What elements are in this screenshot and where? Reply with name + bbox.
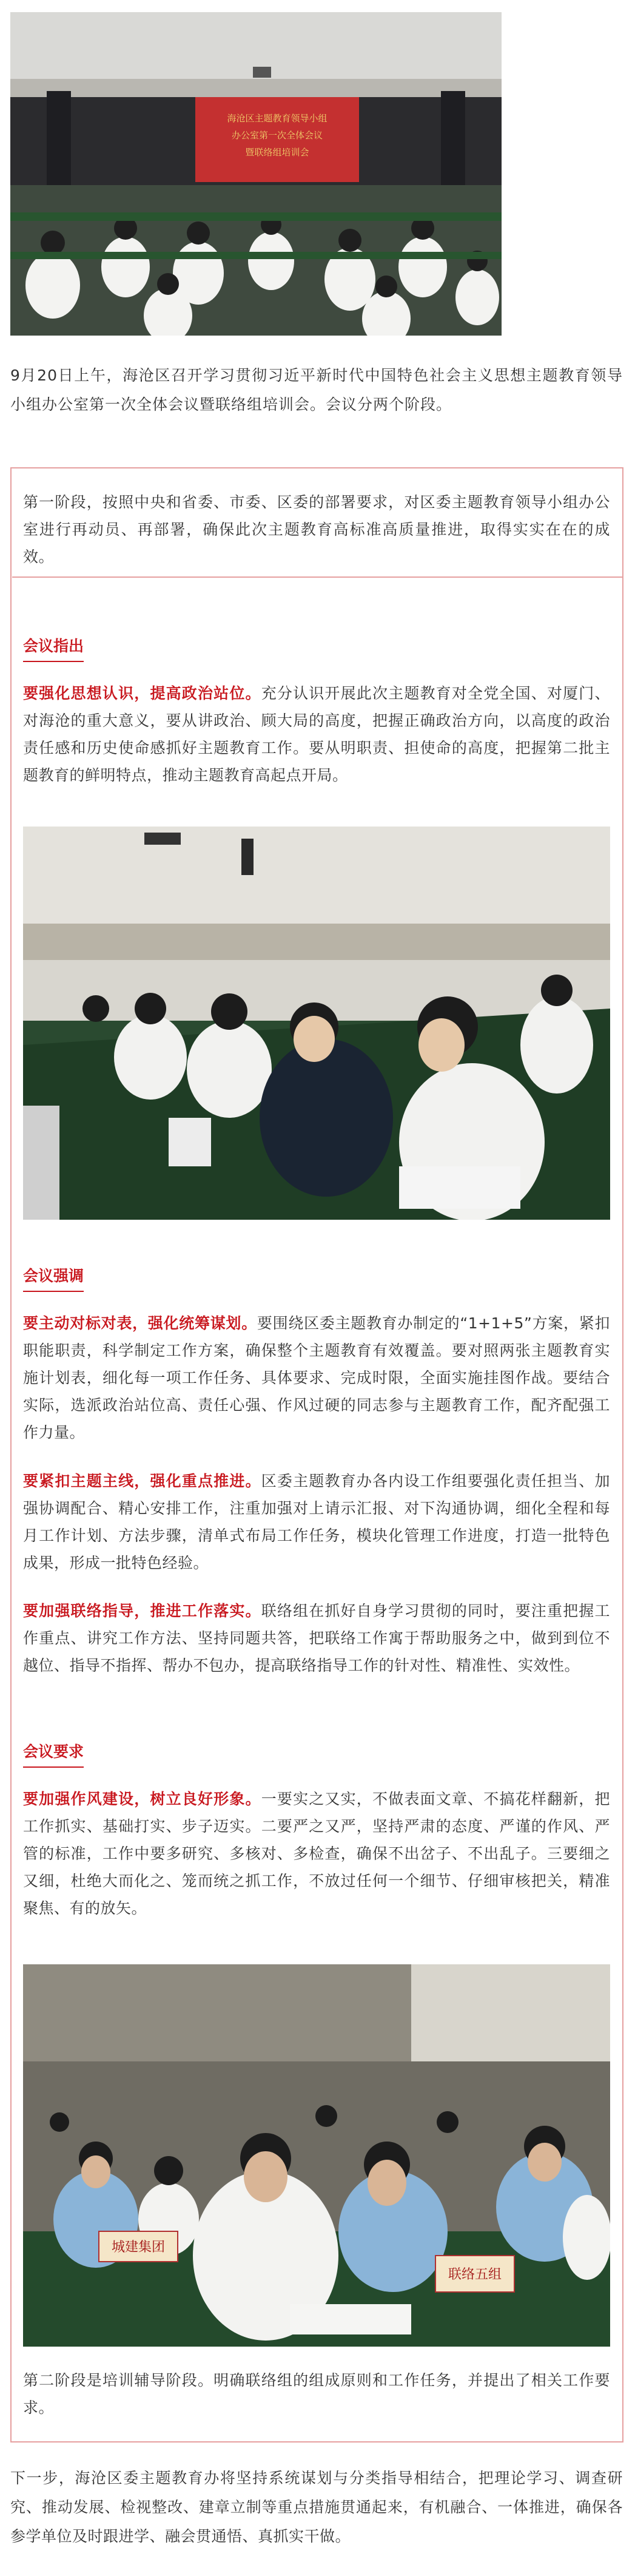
- banner-line-1: 海沧区主题教育领导小组: [227, 113, 328, 124]
- banner-line-3: 暨联络组培训会: [245, 147, 309, 158]
- paragraph-body: 充分认识开展此次主题教育对全党全国、对厦门、对海沧的重大意义，要从讲政治、顾大局的高度，把握正确政治方向，以高度的政治责任感和历史使命感抓好主题教育工作。要从明职责、担使命的高度，把握第二批主题教育的鲜明特点，推动主题教育高起点开局。: [23, 685, 610, 784]
- table-sign-2: 联络五组: [448, 2267, 502, 2282]
- intro-paragraph: 9月20日上午，海沧区召开学习贯彻习近平新时代中国特色社会主义思想主题教育领导小组办公室第一次全体会议暨联络组培训会。会议分两个阶段。: [10, 367, 623, 413]
- section-title-meeting-requirements: 会议要求: [23, 1740, 84, 1762]
- section-title-meeting-emphasis: 会议强调: [23, 1264, 84, 1286]
- next-step-paragraph: 下一步，海沧区委主题教育办将坚持系统谋划与分类指导相结合，把理论学习、调查研究、推动发展、检视整改、建章立制等重点措施贯通起来，有机融合、一体推进，确保各参学单位及时跟进学、融会贯通悟、真抓实干做。: [10, 2469, 623, 2545]
- paragraph-body: 区委主题教育办各内设工作组要强化责任担当、加强协调配合、精心安排工作，注重加强对上请示汇报、对下沟通协调，细化全程和每月工作计划、方法步骤，清单式布局工作任务，模块化管理工作进度，打造一批特色成果，形成一批特色经验。: [23, 1472, 610, 1572]
- section-paragraph: [23, 1597, 610, 1679]
- paragraph-lead: 要加强联络指导，推进工作落实。: [23, 1602, 261, 1620]
- meeting-photo-2: [23, 827, 610, 1220]
- stage2-paragraph: 第二阶段是培训辅导阶段。明确联络组的组成原则和工作任务，并提出了相关工作要求。: [23, 2371, 610, 2416]
- section-title-meeting-points: 会议指出: [23, 634, 84, 656]
- paragraph-body: 一要实之又实，不做表面文章、不搞花样翻新，把工作抓实、基础打实、步子迈实。二要严之又严，坚持严肃的态度、严谨的作风、严管的标准，工作中要多研究、多核对、多检查，确保不出岔子、不出乱子。三要细之又细，杜绝大而化之、笼而统之抓工作，不放过任何一个细节、仔细审核把关，精准聚焦、有的放矢。: [23, 1790, 610, 1917]
- section-paragraph: [23, 1785, 610, 1922]
- paragraph-lead: 要加强作风建设，树立良好形象。: [23, 1790, 261, 1808]
- divider: [12, 576, 622, 578]
- paragraph-lead: 要强化思想认识，提高政治站位。: [23, 685, 261, 702]
- section-paragraph: [23, 1310, 610, 1446]
- paragraph-body: 要围绕区委主题教育办制定的“1+1+5”方案，紧扣职能职责，科学制定工作方案，确保整个主题教育有效覆盖。要对照两张主题教育实施计划表，细化每一项工作任务、具体要求、完成时限，全面实施挂图作战。要结合实际，选派政治站位高、责任心强、作风过硬的同志参与主题教育工作，配齐配强工作力量。: [23, 1314, 610, 1441]
- paragraph-body: 联络组在抓好自身学习贯彻的同时，要注重把握工作重点、讲究工作方法、坚持同题共答，把联络工作寓于帮助服务之中，做到到位不越位、指导不指挥、帮办不包办，提高联络指导工作的针对性、精准性、实效性。: [23, 1602, 610, 1674]
- paragraph-lead: 要主动对标对表，强化统筹谋划。: [23, 1314, 257, 1332]
- section-paragraph: [23, 680, 610, 789]
- section-paragraph: [23, 1467, 610, 1577]
- table-sign-1: 城建集团: [111, 2240, 166, 2255]
- stage1-paragraph: 第一阶段，按照中央和省委、市委、区委的部署要求，对区委主题教育领导小组办公室进行再动员、再部署，确保此次主题教育高标准高质量推进，取得实实在在的成效。: [23, 493, 610, 566]
- meeting-photo-1: [10, 12, 502, 336]
- paragraph-lead: 要紧扣主题主线，强化重点推进。: [23, 1472, 261, 1490]
- banner-line-2: 办公室第一次全体会议: [231, 130, 323, 141]
- meeting-photo-3: [23, 1964, 610, 2347]
